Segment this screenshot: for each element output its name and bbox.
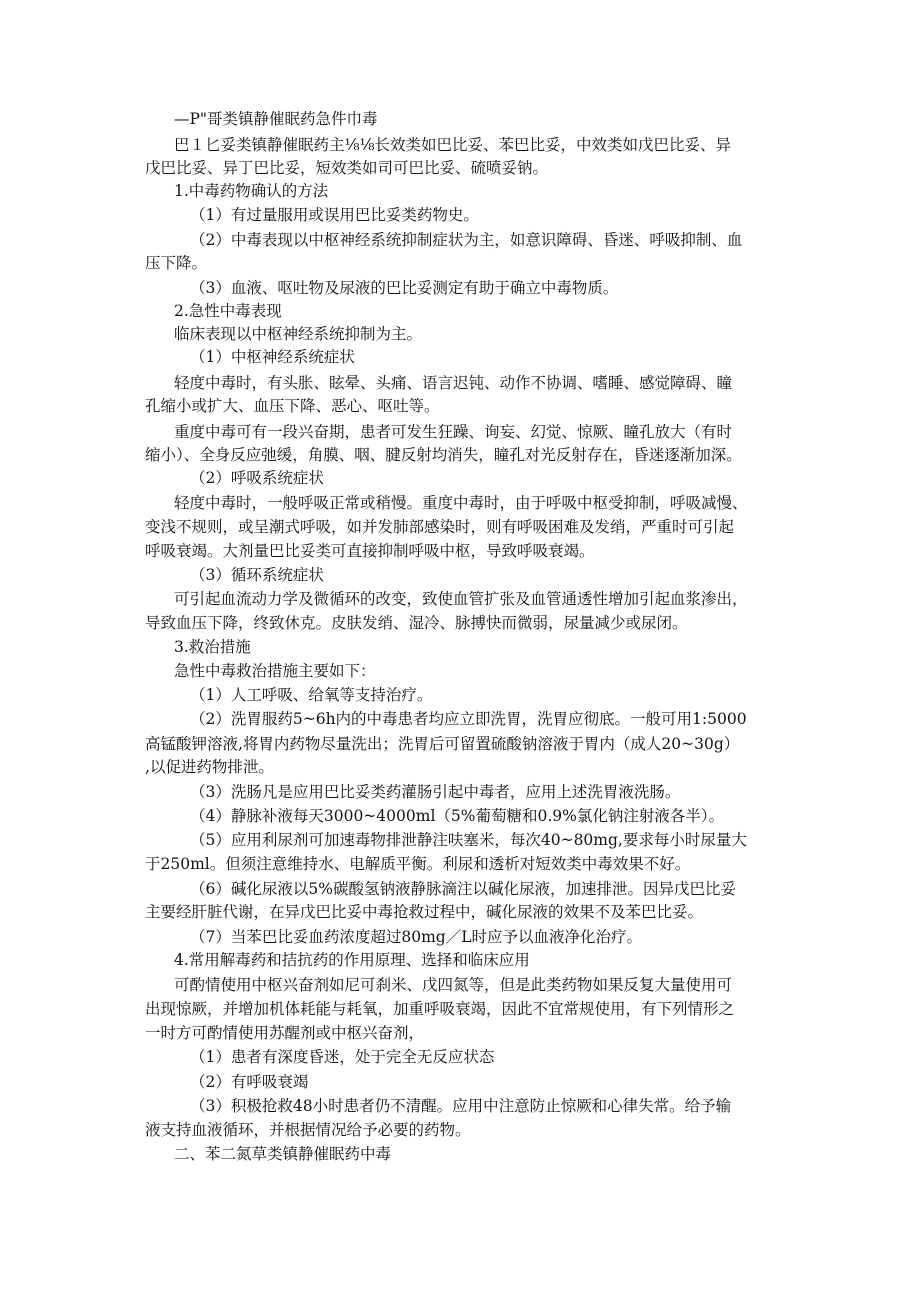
text-line: 一时方可酌情使用苏醒剂或中枢兴奋剂， xyxy=(145,1024,425,1042)
section-title: 二、苯二氮草类镇静催眠药中毒 xyxy=(174,1145,392,1163)
list-item: （1）中枢神经系统症状 xyxy=(190,348,355,366)
text-line: 轻度中毒时，有头胀、眩晕、头痛、语言迟钝、动作不协调、嗜睡、感觉障碍、瞳 xyxy=(174,374,733,392)
text-line: ,以促进药物排泄。 xyxy=(145,758,274,776)
text-line: 轻度中毒时，一般呼吸正常或稍慢。重度中毒时，由于呼吸中枢受抑制，呼吸减慢、 xyxy=(174,494,748,512)
heading: 2.急性中毒表现 xyxy=(174,302,282,320)
text-line: 巴１匕妥类镇静催眠药主⅛⅛长效类如巴比妥、苯巴比妥，中效类如戊巴比妥、异 xyxy=(174,136,732,154)
list-item: （5）应用利尿剂可加速毒物排泄静注呋塞米，每次40~80mg,要求每小时尿量大 xyxy=(190,831,747,849)
text-line: 孔缩小或扩大、血压下降、恶心、呕吐等。 xyxy=(145,397,440,415)
text-line: 主要经肝脏代谢，在异戊巴比妥中毒抢救过程中，碱化尿液的效果不及苯巴比妥。 xyxy=(145,903,704,921)
list-item: （2）中毒表现以中枢神经系统抑制症状为主，如意识障碍、昏迷、呼吸抑制、血 xyxy=(190,231,743,249)
list-item: （3）血液、呕吐物及尿液的巴比妥测定有助于确立中毒物质。 xyxy=(190,279,619,297)
text-line: 缩小）、全身反应弛缓，角膜、咽、腱反射均消失，瞳孔对光反射存在，昏迷逐渐加深。 xyxy=(145,446,742,464)
text-line: 高锰酸钾溶液,将胃内药物尽量洗出；洗胃后可留置硫酸钠溶液于胃内（成人20~30g） xyxy=(145,735,740,753)
text-line: 压下降。 xyxy=(145,254,208,272)
text-line: 于250ml。但须注意维持水、电解质平衡。利尿和透析对短效类中毒效果不好。 xyxy=(145,855,691,873)
list-item: （1）有过量服用或误用巴比妥类药物史。 xyxy=(190,206,479,224)
text-line: 急性中毒救治措施主要如下： xyxy=(174,662,376,680)
text-line: 临床表现以中枢神经系统抑制为主。 xyxy=(174,325,423,343)
list-item: （3）洗肠凡是应用巴比妥类药灌肠引起中毒者，应用上述洗胃液洗肠。 xyxy=(190,783,681,801)
text-line: 呼吸衰竭。大剂量巴比妥类可直接抑制呼吸中枢，导致呼吸衰竭。 xyxy=(145,542,595,560)
list-item: （4）静脉补液每天3000~4000ml（5%葡萄糖和0.9%氯化钠注射液各半）。 xyxy=(190,807,725,825)
text-line: 重度中毒可有一段兴奋期，患者可发生狂躁、询妄、幻觉、惊厥、瞳孔放大（有时 xyxy=(174,423,733,441)
list-item: （3）循环系统症状 xyxy=(190,566,324,584)
text-line: 液支持血液循环，并根据情况给予必要的药物。 xyxy=(145,1121,471,1139)
list-item: （1）人工呼吸、给氧等支持治疗。 xyxy=(190,686,433,704)
list-item: （2）洗胃服药5~6h内的中毒患者均应立即洗胃，洗胃应彻底。一般可用1:5000 xyxy=(190,710,747,728)
list-item: （7）当苯巴比妥血药浓度超过80mg／L时应予以血液净化治疗。 xyxy=(190,928,642,946)
text-line: 戊巴比妥、异丁巴比妥，短效类如司可巴比妥、硫喷妥钠。 xyxy=(145,159,549,177)
text-line: 出现惊厥，并增加机体耗能与耗氧，加重呼吸衰竭，因此不宜常规使用，有下列情形之 xyxy=(145,1000,735,1018)
heading: 3.救治措施 xyxy=(174,638,251,656)
text-line: 变浅不规则，或呈潮式呼吸，如并发肺部感染时，则有呼吸困难及发绡，严重时可引起 xyxy=(145,518,735,536)
heading: 1.中毒药物确认的方法 xyxy=(174,182,329,200)
list-item: （1）患者有深度昏迷，处于完全无反应状态 xyxy=(190,1048,495,1066)
list-item: （2）有呼吸衰竭 xyxy=(190,1073,309,1091)
text-line: 可酌情使用中枢兴奋剂如尼可刹米、戊四氮等，但是此类药物如果反复大量使用可 xyxy=(174,976,733,994)
heading: 4.常用解毒药和拮抗药的作用原理、选择和临床应用 xyxy=(174,951,530,969)
list-item: （6）碱化尿液以5%碳酸氢钠液静脉滴注以碱化尿液，加速排泄。因异戊巴比妥 xyxy=(190,880,736,898)
text-line: 导致血压下降，终致休克。皮肤发绡、湿冷、脉搏快而微弱，尿量减少或尿闭。 xyxy=(145,614,688,632)
list-item: （3）积极抢救48小时患者仍不清醒。应用中注意防止惊厥和心律失常。给予输 xyxy=(190,1097,732,1115)
list-item: （2）呼吸系统症状 xyxy=(190,469,324,487)
section-title: —P"哥类镇静催眠药急件巾毒 xyxy=(174,110,378,128)
text-line: 可引起血流动力学及微循环的改变，致使血管扩张及血管通透性增加引起血浆渗出， xyxy=(174,590,748,608)
